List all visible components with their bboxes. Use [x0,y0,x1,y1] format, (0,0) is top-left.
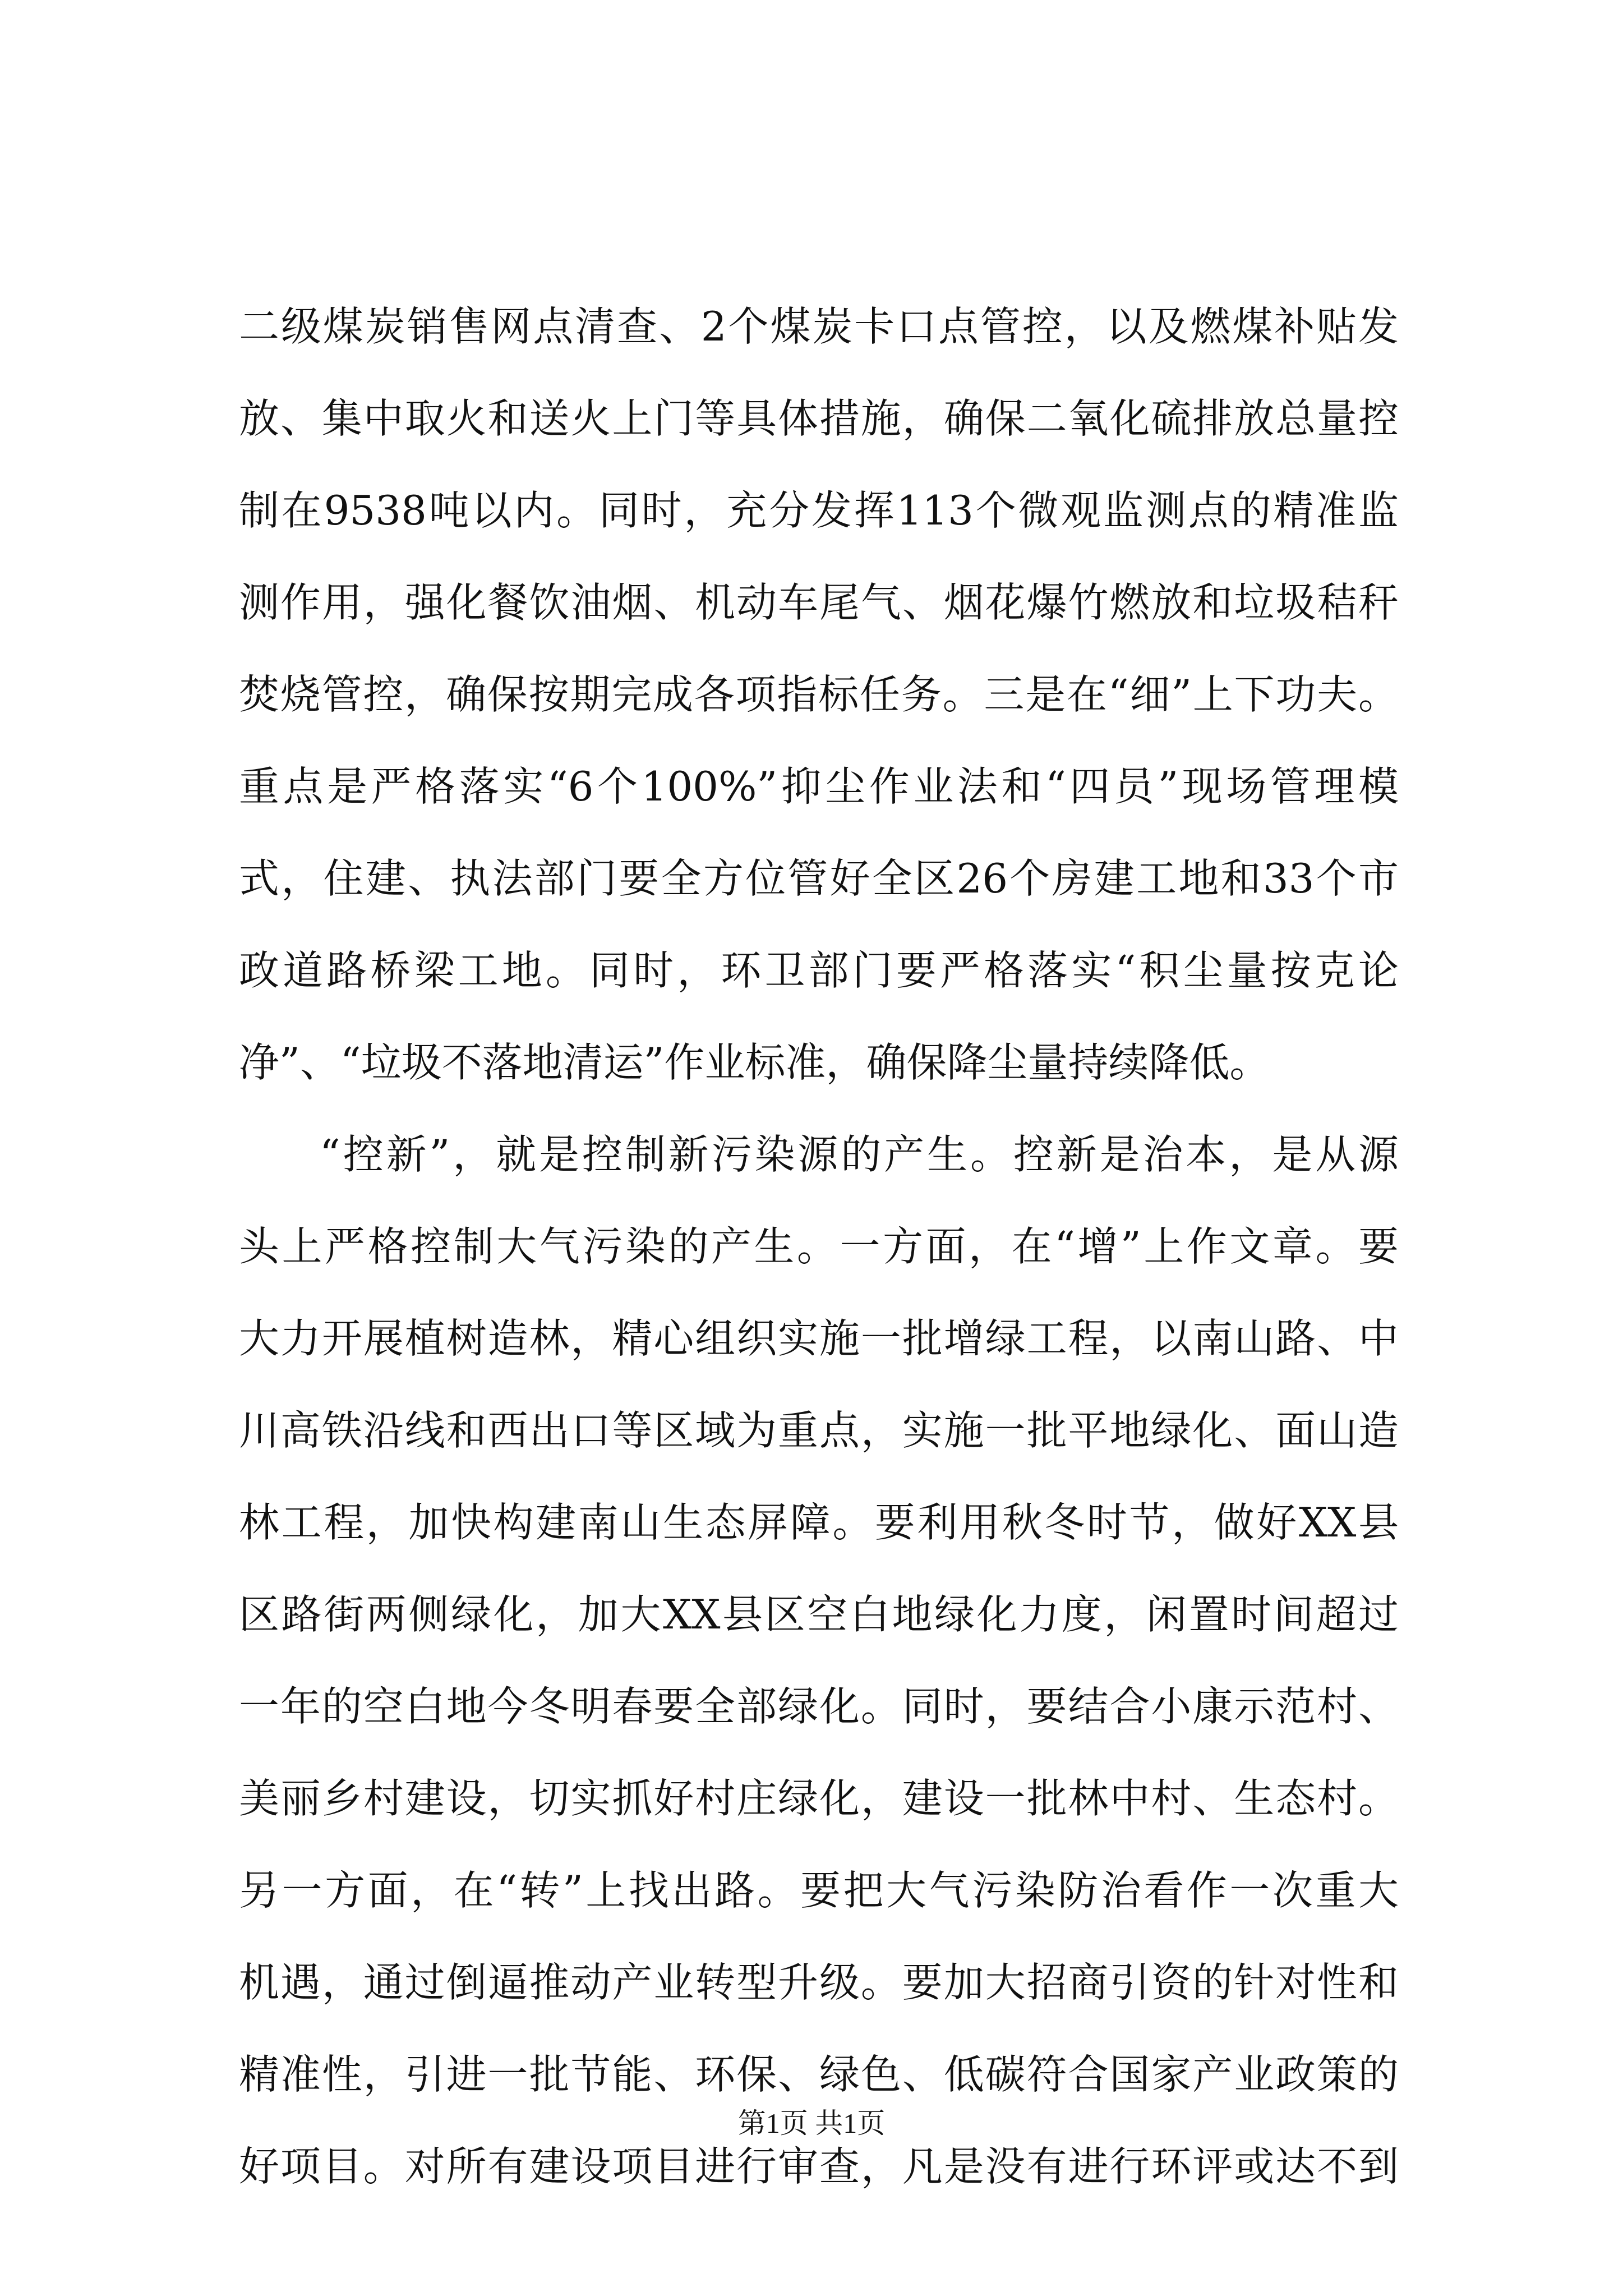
text-line: 放、集中取火和送火上门等具体措施，确保二氧化硫排放总量控 [239,395,1399,442]
text-line: 二级煤炭销售网点清查、2个煤炭卡口点管控，以及燃煤补贴发 [239,303,1399,350]
text-line: 政道路桥梁工地。同时，环卫部门要严格落实“积尘量按克论 [239,947,1399,994]
page-number-label: 第1页 共1页 [737,2108,886,2139]
text-line: 机遇，通过倒逼推动产业转型升级。要加大招商引资的针对性和 [239,1959,1399,2006]
text-line: 川高铁沿线和西出口等区域为重点，实施一批平地绿化、面山造 [239,1407,1399,1454]
text-line: 区路街两侧绿化，加大XX县区空白地绿化力度，闲置时间超过 [239,1591,1399,1638]
page-footer [0,2101,1623,2146]
text-line: 林工程，加快构建南山生态屏障。要利用秋冬时节，做好XX县 [239,1499,1399,1546]
text-line: 头上严格控制大气污染的产生。一方面，在“增”上作文章。要 [239,1223,1399,1270]
text-line: 式，住建、执法部门要全方位管好全区26个房建工地和33个市 [239,855,1399,902]
paragraph-first-line: “控新”，就是控制新污染源的产生。控新是治本，是从源 [320,1131,1399,1178]
text-line: 净”、“垃圾不落地清运”作业标准，确保降尘量持续降低。 [239,1039,1270,1086]
text-line: 一年的空白地今冬明春要全部绿化。同时，要结合小康示范村、 [239,1683,1399,1730]
text-line: 另一方面，在“转”上找出路。要把大气污染防治看作一次重大 [239,1867,1399,1914]
text-line: 美丽乡村建设，切实抓好村庄绿化，建设一批林中村、生态村。 [239,1775,1399,1822]
body-text [239,280,1399,2212]
text-line: 测作用，强化餐饮油烟、机动车尾气、烟花爆竹燃放和垃圾秸秆 [239,579,1399,626]
text-line: 重点是严格落实“6个100%”抑尘作业法和“四员”现场管理模 [239,763,1399,810]
text-line: 焚烧管控，确保按期完成各项指标任务。三是在“细”上下功夫。 [239,671,1399,718]
text-line: 好项目。对所有建设项目进行审查，凡是没有进行环评或达不到 [239,2143,1399,2190]
text-line: 大力开展植树造林，精心组织实施一批增绿工程，以南山路、中 [239,1315,1399,1362]
text-line: 制在9538吨以内。同时，充分发挥113个微观监测点的精准监 [239,487,1399,534]
text-line: 精准性，引进一批节能、环保、绿色、低碳符合国家产业政策的 [239,2051,1399,2098]
